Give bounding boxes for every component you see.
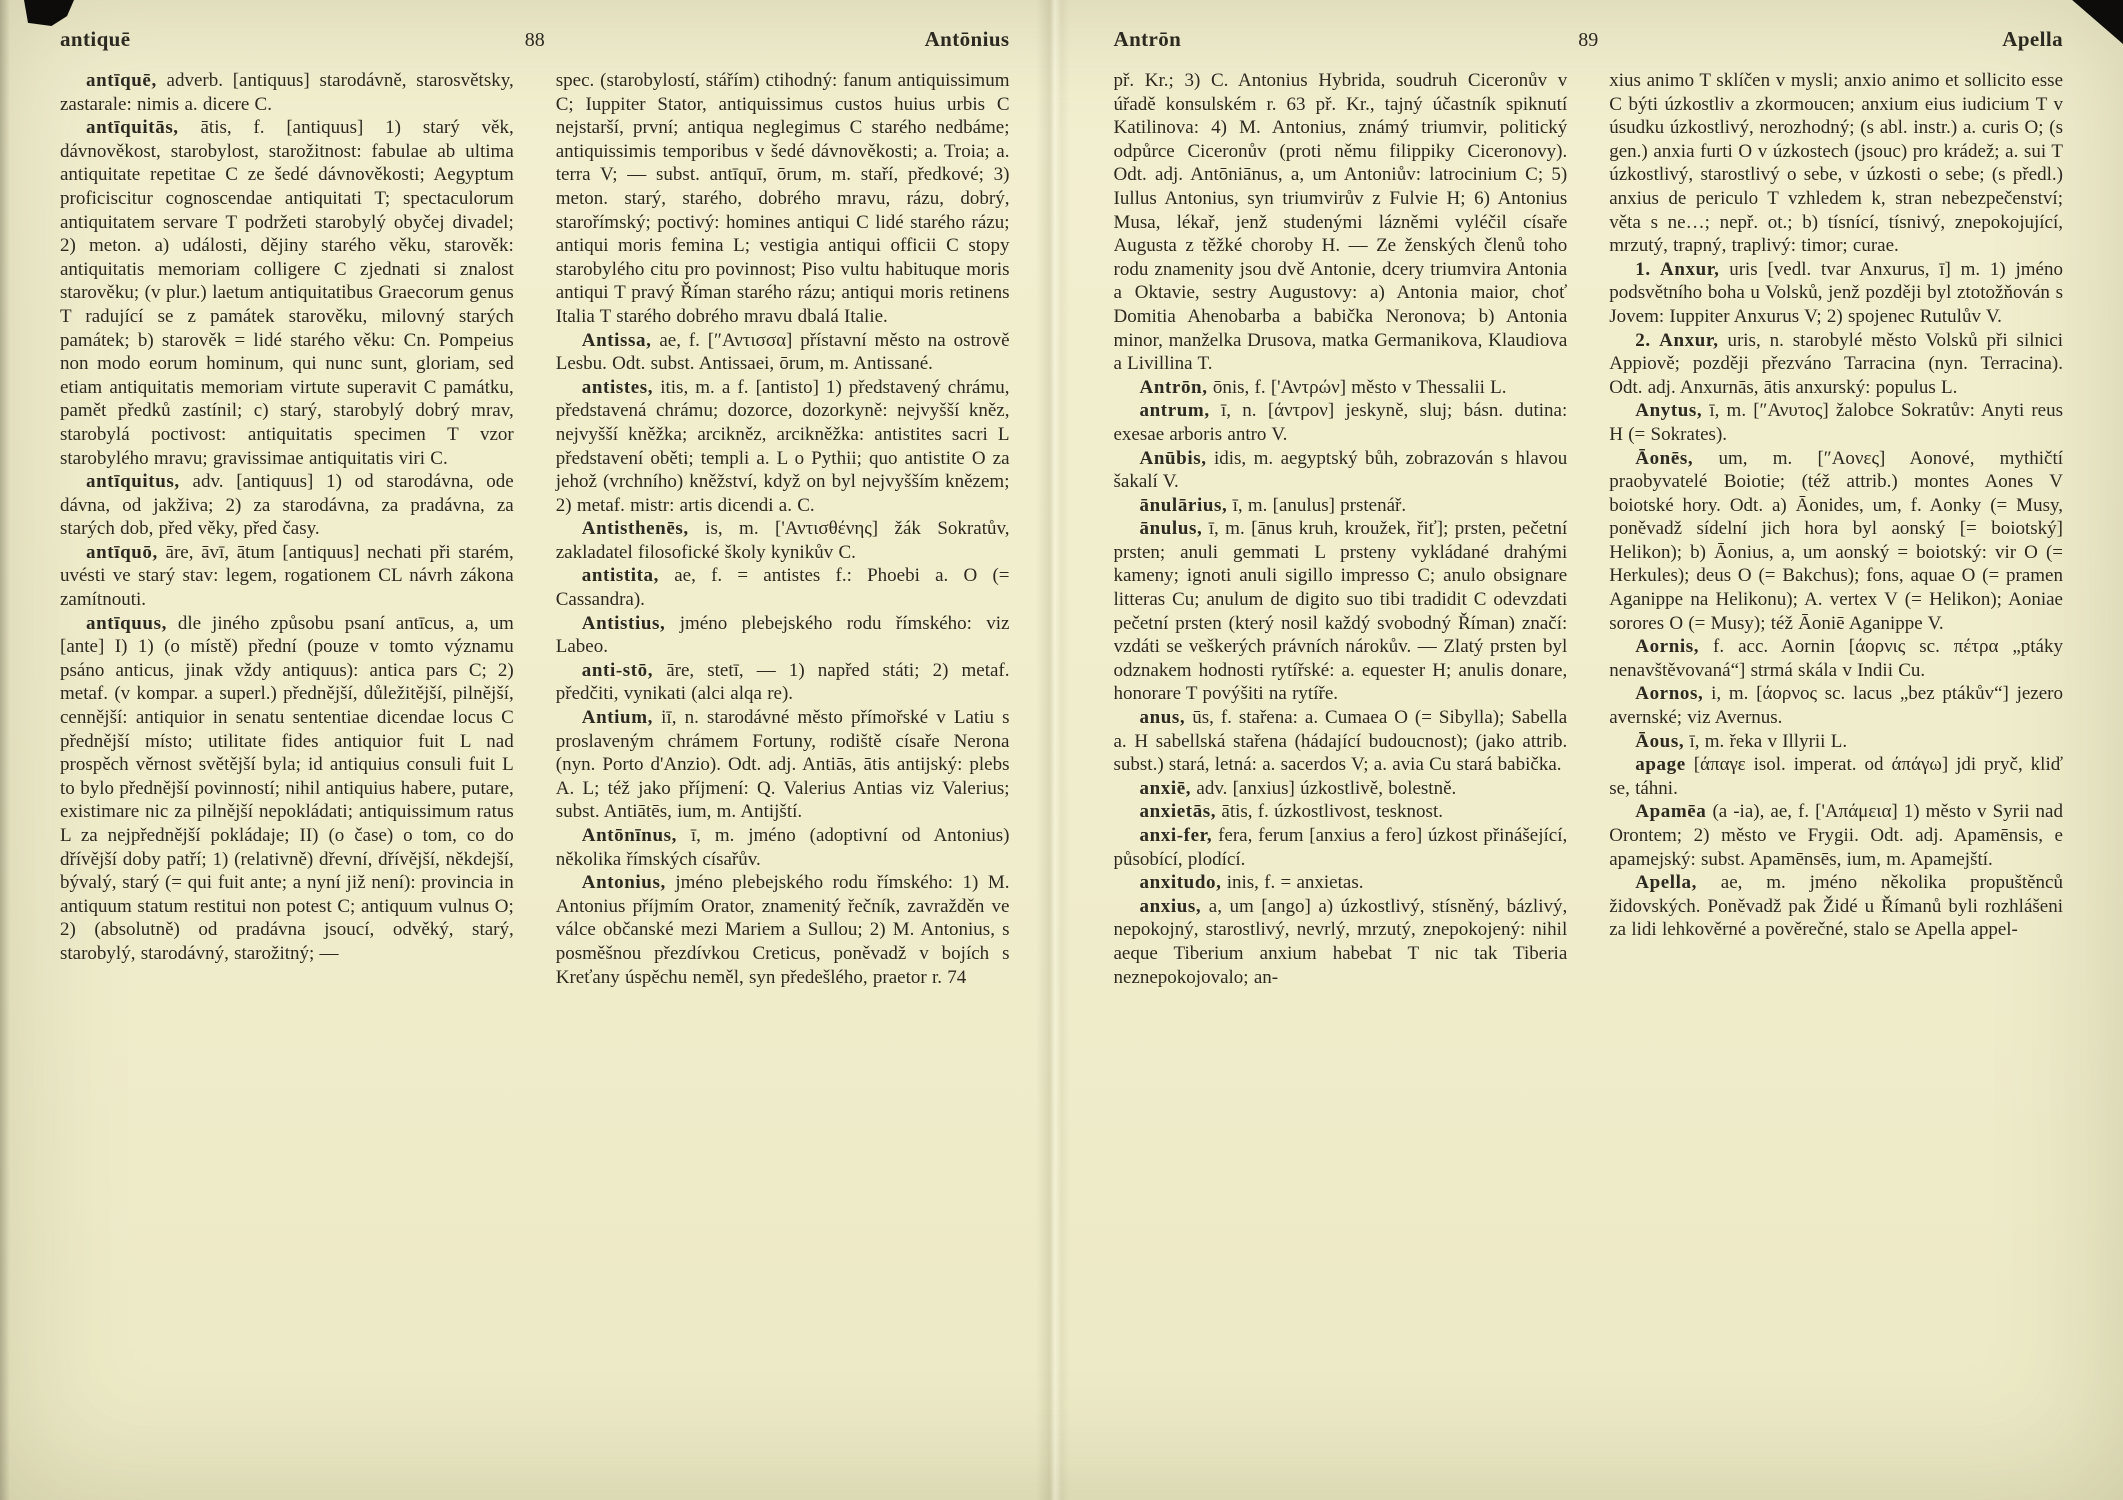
dictionary-entry: Antisthenēs, is, m. ['Αντισθένης] žák Sokratův, zakladatel filosofické školy kynikův C. [555,518,1010,563]
entry-headword: Aornis, [1635,636,1700,658]
dictionary-entry: Antōnīnus, ī, m. jméno (adoptivní od Antonius) několika římských císařův. [555,825,1010,870]
dictionary-entry: Anūbis, idis, m. aegyptský bůh, zobrazován s hlavou šakalí V. [1113,447,1568,493]
dictionary-entry: anxiē, adv. [anxius] úzkostlivě, bolestně. [1139,777,1457,799]
dictionary-entry: antistita, ae, f. = antistes f.: Phoebi a. O (= Cassandra). [555,565,1010,611]
dictionary-entry: př. Kr.; 3) C. Antonius Hybrida, soudruh Ciceronův v úřadě konsulském r. 63 př. Kr., tajný účastník spiknutí Katilinova: 4) M. Antonius, známý triumvir, politický odpůrce Ciceronův (proti němu filippiky Ciceronovy). Odt. adj. Antōniānus, a, um Antoniův: latrocinium C; 5) Iullus Antonius, syn triumvirův z Fulvie H; 6) Antonius Musa, lékař, jenž studenými lázněmi vyléčil císaře Augusta z těžké choroby H. — Ze ženských členů toho rodu znamenity jsou dvě Antonie, dcery triumvira Antonia a Oktavie, sestry Augustovy: a) Antonia maior, choť Domitia Ahenobarba a babička Neronova; b) Antonia minor, manželka Drusova, matka Germanikova, Klaudiova a Livillina T. [1113,70,1568,375]
entry-headword: Anūbis, [1139,447,1207,469]
dictionary-entry: anus, ūs, f. stařena: a. Cumaea O (= Sibylla); Sabella a. H sabellská stařena (hádající budoucnost); (jako attrib. subst.) stará, letná: a. sacerdos V; a. avia Cu stará babička. [1113,707,1568,776]
entry-headword: 2. Anxur, [1635,329,1719,351]
entry-headword: antīquitās, [86,117,179,139]
dictionary-entry: antīquitās, ātis, f. [antiquus] 1) starý věk, dávnověkost, starobylost, starožitnost: fabulae ab ultima antiquitate repetitae C ze šedé dávnověkosti; Aegyptum proficiscitur cognoscendae antiquitati T; spectaculorum antiquitatem servare T podržeti starobylý obyčej divadel; 2) meton. a) události, dějiny starého věku, starověk: antiquitatis memoriam colligere C zjednati si znalost starověku; (v plur.) laetum antiquitatibus Graecorum genus T radující se z památek starověku, milovný starých památek; b) starověk = lidé starého věku: Cn. Pompeius non modo eorum hominum, qui nunc sunt, gloriam, sed etiam antiquitatis memoriam virtute superavit C památku, pamět předků zastínil; c) starý, starobylý dobrý mrav, starobylá poctivost: antiquitatis specimen T vzor starobylého mravu; gravissimae antiquitatis viri C. [60,117,514,469]
text-column-2 [1609,69,2063,1457]
dictionary-entry: Aornos, i, m. [άορνος sc. lacus „bez ptákův“] jezero avernské; viz Avernus. [1609,683,2063,729]
entry-headword: Antōnīnus, [581,825,677,846]
text-column-1 [60,69,514,1457]
entry-headword: Aornos, [1635,683,1704,705]
dictionary-entry: antīquō, āre, āvī, ātum [antiquus] nechati při starém, uvésti ve starý stav: legem, rogationem CL návrh zákona zamítnouti. [60,541,514,611]
header-guide-word-left: antiquē [60,27,131,51]
entry-headword: anxitudo, [1139,872,1222,894]
entry-headword: Antium, [581,707,653,729]
entry-headword: anus, [1139,707,1186,729]
dictionary-entry: spec. (starobylostí, stářím) ctihodný: fanum antiquissimum C; Iuppiter Stator, antiquissimus custos huius urbis C nejstarší, první; antiqua neglegimus C starého nedbáme; antiquissimis temporibus v šedé dávnověkosti; a. Troia; a. terra V; — subst. antīquī, ōrum, m. staří, předkové; 3) meton. starý, starého, dobrého mravu, rázu, dobrý, starořímský; poctivý: homines antiqui C lidé starého rázu; antiqui moris femina L; vestigia antiqui officii C stopy starobylého citu pro povinnost; Piso vultu habituque moris antiqui T pravý Říman starého rázu; antiqui moris retinens Italia T starého dobrého mravu dbalá Italie. [555,70,1010,327]
entry-headword: Anytus, [1635,400,1703,422]
dictionary-entry: antīquus, dle jiného způsobu psaní antīcus, a, um [ante] I) 1) (o místě) přední (pouze v tomto významu psáno anticus, jinak vždy antiquus): antica pars C; 2) metaf. (v kompar. a superl.) přednější, důležitější, pilnější, cennější: antiquior in senatu sententiae dicendae locus C přednější místo; utilitate fides antiquior fuit L nad prospěch věrnost světější byla; id antiquius consuli fuit L to bylo přednější povinností; nihil antiquius habere, putare, existimare nic za pilnější nepokládati; antiquissimum ratus L za nejpřednější pokládaje; II) (o čase) o tom, co do dřívější doby patří; 1) (relativně) dřevní, dřívější, někdejší, bývalý, starý (= qui fuit ante; a nyní již není): provincia in antiquum statum restitui non potest C; antiquum vulnus O; 2) (absolutně) od pradávna jsoucí, odvěký, starý, starobylý, starodávný, starožitný; — [60,612,514,964]
entry-headword: anxiē, [1139,777,1192,799]
dictionary-entry: anxius, a, um [ango] a) úzkostlivý, stísněný, bázlivý, nepokojný, starostlivý, nevrlý, mrzutý, znepokojený: nihil aeque Tiberium anxium habebat T nic tak Tiberia neznepokojovalo; an- [1113,895,1568,988]
entry-headword: Antrōn, [1139,376,1208,398]
entry-headword: 1. Anxur, [1635,258,1720,280]
entry-headword: antīquē, [86,70,157,91]
entry-headword: Antistius, [581,612,666,634]
entry-headword: apage [1635,754,1686,776]
entry-headword: anti-stō, [581,659,654,681]
text-column-1 [1114,69,1568,1457]
entry-headword: anxietās, [1139,801,1217,823]
entry-headword: Āous, [1635,730,1685,752]
dictionary-entry: 2. Anxur, uris, n. starobylé město Volsků při silnici Appiově; později přezváno Tarracina (nyn. Terracina). Odt. adj. Anxurnās, ātis anxurský: populus L. [1609,329,2063,398]
header-guide-word-left: Antrōn [1113,27,1182,51]
page-right [1062,0,2123,1500]
dictionary-entry: Anytus, ī, m. [″Ανυτος] žalobce Sokratův: Anyti reus H (= Sokrates). [1609,400,2063,445]
entry-headword: antistes, [581,376,654,398]
dictionary-entry: antīquitus, adv. [antiquus] 1) od starodávna, ode dávna, od jakživa; 2) za starodávna, za pradávna, za starých dob, před věky, před časy. [60,471,514,540]
text-column-2 [556,69,1010,1457]
header-guide-word-right: Apella [2002,27,2063,51]
entry-headword: anxius, [1139,895,1202,917]
dictionary-entry: Antonius, jméno plebejského rodu římského: 1) M. Antonius příjmím Orator, znamenitý řečník, zavražděn ve válce občanské mezi Mariem a Sullou; 2) M. Antonius, s posměšnou přezdívkou Creticus, poněvadž v bojích s Kreťany úspěchu neměl, syn předešlého, praetor r. 74 [555,872,1010,988]
entry-headword: antistita, [581,565,659,587]
page-number: 88 [524,29,545,51]
page-header-left [60,26,1010,53]
dictionary-entry: Āonēs, um, m. [″Αονες] Aonové, mythičtí praobyvatelé Boiotie; (též attrib.) montes Aones V boiotské hory. Odt. a) Āonides, um, f. Aonky (= Musy, poněvadž sídelní jich hora byl aonský [= boiotský] Helikon); b) Āonius, a, um aonský = boiotský: vir O (= Herkules); deus O (= Bakchus); fons, aquae O (= pramen Aganippe na Helikonu); A. vertex V (= Helikon); Aoniae sorores O (= Musy); též Āoniē Aganippe V. [1609,447,2063,634]
dictionary-entry: Apella, ae, m. jméno několika propuštěnců židovských. Poněvadž pak Židé u Římanů byli rozhlášeni za lidi lehkověrné a pověrečné, stalo se Apella appel- [1609,872,2063,941]
dictionary-entry: antīquē, adverb. [antiquus] starodávně, starosvětsky, zastarale: nimis a. dicere C. [60,70,514,115]
dictionary-entry: Aornis, f. acc. Aornin [άορνις sc. πέτρα „ptáky nenavštěvovaná“] strmá skála v Indii Cu. [1609,636,2063,681]
dictionary-entry: xius animo T sklíčen v mysli; anxio animo et sollicito esse C býti úzkostliv a zkormoucen; anxium eius iudicium T v úsudku úzkostlivý, nerozhodný; (s abl. instr.) a. curis O; (s gen.) anxia furti O v úzkostech (jsouc) pro krádež; a. sui T úzkostlivý, starostlivý o sebe, v úzkosti o sebe; (s předl.) anxius de periculo T vzhledem k, stran nebezpečenství; věta s ne…; nepř. ot.; b) tísnící, tísnivý, znepokojující, mrzutý, trapný, traplivý: timor; curae. [1609,70,2063,257]
dictionary-entry: Āous, ī, m. řeka v Illyrii L. [1635,730,1848,752]
entry-headword: Apamēa [1635,801,1707,823]
dictionary-entry: Antistius, jméno plebejského rodu římského: viz Labeo. [555,612,1010,658]
entry-headword: ānulus, [1139,518,1203,540]
dictionary-entry: anxietās, ātis, f. úzkostlivost, tesknost. [1139,801,1443,823]
dictionary-entry: 1. Anxur, uris [vedl. tvar Anxurus, ī] m. 1) jméno podsvětního boha u Volsků, jenž později byl ztotožňován s Jovem: Iuppiter Anxurus V; 2) spojenec Rutulův V. [1609,258,2063,327]
page-header-right [1114,26,2064,53]
entry-headword: Āonēs, [1635,447,1694,469]
page-number: 89 [1578,29,1599,51]
entry-headword: antīquō, [86,541,158,563]
dictionary-entry: anxitudo, inis, f. = anxietas. [1139,872,1364,894]
dictionary-entry: antistes, itis, m. a f. [antisto] 1) představený chrámu, představená chrámu; dozorce, dozorkyně: nejvyšší kněz, nejvyšší kněžka; arcikněz, arcikněžka: antistites sacri L představení oběti; templi a. L o Pythii; quo antistite O za jehož (vrchního) kněžství, když on byl nejvyšším knězem; 2) metaf. mistr: artis dicendi a. C. [555,376,1010,516]
entry-headword: Antissa, [581,329,652,351]
dictionary-entry: Antrōn, ōnis, f. ['Αντρών] město v Thessalii L. [1139,376,1507,398]
entry-headword: Antonius, [581,872,666,894]
dictionary-entry: apage [άπαγε isol. imperat. od άπάγω] jdi pryč, kliď se, táhni. [1609,754,2063,799]
dictionary-entry: ānulārius, ī, m. [anulus] prstenář. [1139,494,1407,516]
dictionary-entry: anti-stō, āre, stetī, — 1) napřed státi; 2) metaf. předčiti, vynikati (alci alqa re). [555,659,1010,705]
dictionary-entry: ānulus, ī, m. [ānus kruh, kroužek, řiť]; prsten, pečetní prsten; anuli gemmati L prsteny vykládané drahými kameny; ignoti anuli sigillo impresso C; anulo obsignare litteras Cu; anulum de digito suo tibi tradidit C odevzdati pečetní prsten (který nosil každý svobodný Říman) značí: vzdáti se veškerých právních nárokův. — Zlatý prsten byl odznakem hodnosti rytířské: a. equester H; anulis donare, honorare T povýšiti na rytíře. [1113,518,1568,705]
dictionary-entry: Antium, iī, n. starodávné město přímořské v Latiu s proslaveným chrámem Fortuny, rodiště císaře Nerona (nyn. Porto d'Anzio). Odt. adj. Antiās, ātis antijský: plebs A. L; též jako příjmení: Q. Valerius Antias viz Valerius; subst. Antiātēs, ium, m. Antijští. [555,707,1010,823]
entry-headword: ānulārius, [1139,494,1228,516]
entry-headword: Antisthenēs, [581,518,689,540]
entry-headword: anxi-fer, [1139,825,1213,846]
dictionary-entry: Antissa, ae, f. [″Αντισσα] přístavní město na ostrově Lesbu. Odt. subst. Antissaei, ōrum, m. Antissané. [555,329,1010,375]
entry-headword: antīquitus, [86,471,180,493]
header-guide-word-right: Antōnius [924,27,1010,51]
text-columns [60,69,1010,1457]
dictionary-entry: Apamēa (a -ia), ae, f. ['Απάμεια] 1) město v Syrii nad Orontem; 2) město ve Frygii. Odt. adj. Apamēnsis, e apamejský: subst. Apamēnsēs, ium, m. Apamejští. [1609,801,2063,870]
entry-headword: antrum, [1139,400,1210,422]
dictionary-entry: antrum, ī, n. [άντρον] jeskyně, sluj; básn. dutina: exesae arboris antro V. [1113,400,1568,445]
dictionary-entry: anxi-fer, fera, ferum [anxius a fero] úzkost přinášející, působící, plodící. [1113,825,1568,870]
entry-headword: antīquus, [86,612,167,634]
entry-headword: Apella, [1635,872,1697,894]
text-columns [1114,69,2064,1457]
